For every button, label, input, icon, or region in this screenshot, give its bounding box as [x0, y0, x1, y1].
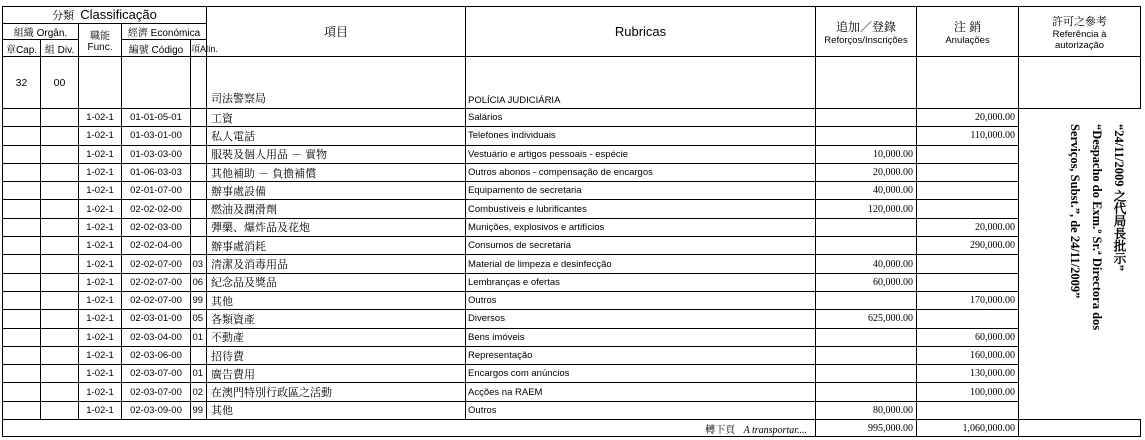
- transport-label: 轉下頁 A transportar....: [3, 420, 816, 437]
- row-alin: [191, 127, 207, 145]
- codigo-header: 編號 Código: [122, 40, 191, 57]
- row-rubrica-pt: Salários: [466, 109, 816, 127]
- authorization-line-3: Serviços, Subst.”, de 24/11/2009”: [1068, 124, 1082, 299]
- row-alin: 02: [191, 383, 207, 401]
- row-alin: 05: [191, 310, 207, 328]
- row-empty-cell: [41, 310, 79, 328]
- row-item-zh: 服裝及個人用品 － 實物: [207, 145, 466, 163]
- row-empty-cell: [3, 310, 41, 328]
- row-anulacao: 20,000.00: [917, 218, 1019, 236]
- row-alin: 06: [191, 273, 207, 291]
- func-header: 職能 Func.: [79, 24, 122, 57]
- row-empty-cell: [41, 401, 79, 419]
- row-rubrica-pt: Diversos: [466, 310, 816, 328]
- table-row: [3, 127, 1141, 145]
- authorization-cell: [1019, 57, 1141, 109]
- row-anulacao: [917, 182, 1019, 200]
- section-name-pt: POLÍCIA JUDICIÁRIA: [466, 57, 816, 109]
- classification-header: 分類 Classificação: [3, 7, 207, 24]
- row-func: 1-02-1: [79, 273, 122, 291]
- row-item-zh: 私人電話: [207, 127, 466, 145]
- row-empty-cell: [3, 200, 41, 218]
- row-func: 1-02-1: [79, 163, 122, 181]
- row-code: 02-03-06-00: [122, 346, 191, 364]
- row-empty-cell: [3, 163, 41, 181]
- row-item-zh: 其他: [207, 291, 466, 309]
- row-code: 02-02-04-00: [122, 237, 191, 255]
- table-row: [3, 310, 1141, 328]
- row-empty-cell: [3, 346, 41, 364]
- row-code: 02-03-09-00: [122, 401, 191, 419]
- row-empty-cell: [41, 127, 79, 145]
- row-anulacao: 290,000.00: [917, 237, 1019, 255]
- row-anulacao: [917, 200, 1019, 218]
- row-empty-cell: [41, 163, 79, 181]
- row-item-zh: 廣告費用: [207, 365, 466, 383]
- row-code: 02-02-07-00: [122, 273, 191, 291]
- row-empty-cell: [41, 383, 79, 401]
- row-func: 1-02-1: [79, 200, 122, 218]
- row-code: 02-03-04-00: [122, 328, 191, 346]
- row-func: 1-02-1: [79, 401, 122, 419]
- row-empty-cell: [3, 109, 41, 127]
- row-reforco: 60,000.00: [816, 273, 917, 291]
- row-func: 1-02-1: [79, 182, 122, 200]
- row-empty-cell: [41, 237, 79, 255]
- row-rubrica-pt: Acções na RAEM: [466, 383, 816, 401]
- orgao-header: 組織 Orgân.: [3, 24, 79, 40]
- row-alin: [191, 218, 207, 236]
- row-reforco: 40,000.00: [816, 182, 917, 200]
- row-reforco: [816, 127, 917, 145]
- anulacoes-header: 注 銷 Anulações: [917, 7, 1019, 57]
- row-anulacao: [917, 401, 1019, 419]
- row-alin: 01: [191, 365, 207, 383]
- row-alin: [191, 200, 207, 218]
- row-item-zh: 不動產: [207, 328, 466, 346]
- row-func: 1-02-1: [79, 127, 122, 145]
- authorization-line-2: “Despacho do Exm.º Sr.ª Directora dos: [1090, 124, 1104, 331]
- table-row: [3, 291, 1141, 309]
- rubricas-header: Rubricas: [466, 7, 816, 57]
- row-rubrica-pt: Outros: [466, 291, 816, 309]
- row-alin: [191, 346, 207, 364]
- row-anulacao: 160,000.00: [917, 346, 1019, 364]
- row-code: 02-02-03-00: [122, 218, 191, 236]
- row-empty-cell: [41, 273, 79, 291]
- row-rubrica-pt: Representação: [466, 346, 816, 364]
- row-item-zh: 紀念品及獎品: [207, 273, 466, 291]
- table-row: [3, 109, 1141, 127]
- row-anulacao: [917, 145, 1019, 163]
- row-item-zh: 招待費: [207, 346, 466, 364]
- row-item-zh: 彈藥、爆炸品及花炮: [207, 218, 466, 236]
- row-func: 1-02-1: [79, 237, 122, 255]
- table-row: [3, 365, 1141, 383]
- row-reforco: 20,000.00: [816, 163, 917, 181]
- table-row: [3, 346, 1141, 364]
- authorization-header: 許可之參考 Referência à autorização: [1019, 7, 1141, 57]
- row-func: 1-02-1: [79, 310, 122, 328]
- row-rubrica-pt: Combustíveis e lubrificantes: [466, 200, 816, 218]
- row-rubrica-pt: Bens imóveis: [466, 328, 816, 346]
- row-reforco: [816, 328, 917, 346]
- row-code: 01-01-05-01: [122, 109, 191, 127]
- row-reforco: 120,000.00: [816, 200, 917, 218]
- row-item-zh: 清潔及消毒用品: [207, 255, 466, 273]
- total-reforcos: 995,000.00: [816, 420, 917, 437]
- row-item-zh: 其他補助 － 負擔補償: [207, 163, 466, 181]
- row-func: 1-02-1: [79, 255, 122, 273]
- alin-header: 項Alín.: [191, 40, 207, 57]
- row-item-zh: 工資: [207, 109, 466, 127]
- row-empty-cell: [3, 273, 41, 291]
- table-row: [3, 182, 1141, 200]
- row-empty-cell: [3, 182, 41, 200]
- row-anulacao: [917, 310, 1019, 328]
- row-func: 1-02-1: [79, 346, 122, 364]
- row-code: 01-06-03-03: [122, 163, 191, 181]
- row-func: 1-02-1: [79, 328, 122, 346]
- row-empty-cell: [3, 255, 41, 273]
- row-reforco: [816, 346, 917, 364]
- row-alin: 99: [191, 291, 207, 309]
- row-rubrica-pt: Lembranças e ofertas: [466, 273, 816, 291]
- row-rubrica-pt: Munições, explosivos e artifícios: [466, 218, 816, 236]
- table-row: [3, 218, 1141, 236]
- row-code: 01-03-01-00: [122, 127, 191, 145]
- row-alin: [191, 163, 207, 181]
- authorization-note: [1050, 124, 1142, 374]
- row-anulacao: 130,000.00: [917, 365, 1019, 383]
- row-func: 1-02-1: [79, 383, 122, 401]
- economica-header: 經濟 Económica: [122, 24, 207, 40]
- row-rubrica-pt: Equipamento de secretaria: [466, 182, 816, 200]
- row-item-zh: 燃油及潤滑劑: [207, 200, 466, 218]
- row-reforco: [816, 109, 917, 127]
- row-reforco: 40,000.00: [816, 255, 917, 273]
- table-row: [3, 328, 1141, 346]
- row-empty-cell: [41, 109, 79, 127]
- row-empty-cell: [41, 145, 79, 163]
- row-reforco: [816, 237, 917, 255]
- row-func: 1-02-1: [79, 365, 122, 383]
- row-empty-cell: [41, 182, 79, 200]
- row-empty-cell: [3, 401, 41, 419]
- row-reforco: 10,000.00: [816, 145, 917, 163]
- row-alin: 01: [191, 328, 207, 346]
- row-empty-cell: [41, 365, 79, 383]
- row-func: 1-02-1: [79, 218, 122, 236]
- budget-table: [2, 6, 1141, 437]
- row-anulacao: [917, 255, 1019, 273]
- table-row: [3, 273, 1141, 291]
- row-alin: [191, 109, 207, 127]
- table-row: [3, 237, 1141, 255]
- row-reforco: [816, 365, 917, 383]
- row-anulacao: 170,000.00: [917, 291, 1019, 309]
- row-code: 01-03-03-00: [122, 145, 191, 163]
- row-item-zh: 在澳門特別行政區之活動: [207, 383, 466, 401]
- row-reforco: [816, 218, 917, 236]
- row-alin: 99: [191, 401, 207, 419]
- row-func: 1-02-1: [79, 291, 122, 309]
- row-code: 02-02-07-00: [122, 291, 191, 309]
- row-anulacao: 110,000.00: [917, 127, 1019, 145]
- table-row: [3, 200, 1141, 218]
- row-empty-cell: [3, 328, 41, 346]
- row-empty-cell: [3, 145, 41, 163]
- row-empty-cell: [3, 365, 41, 383]
- row-item-zh: 辦事處設備: [207, 182, 466, 200]
- section-cap: 32: [3, 57, 41, 109]
- row-empty-cell: [41, 200, 79, 218]
- row-reforco: [816, 291, 917, 309]
- row-anulacao: 20,000.00: [917, 109, 1019, 127]
- total-anulacoes: 1,060,000.00: [917, 420, 1019, 437]
- table-row: [3, 401, 1141, 419]
- row-empty-cell: [3, 237, 41, 255]
- row-empty-cell: [41, 346, 79, 364]
- row-rubrica-pt: Outros: [466, 401, 816, 419]
- row-rubrica-pt: Outros abonos - compensação de encargos: [466, 163, 816, 181]
- row-item-zh: 辦事處消耗: [207, 237, 466, 255]
- div-header: 組 Div.: [41, 40, 79, 57]
- table-row: [3, 163, 1141, 181]
- row-empty-cell: [41, 255, 79, 273]
- row-rubrica-pt: Consumos de secretaria: [466, 237, 816, 255]
- row-code: 02-03-07-00: [122, 365, 191, 383]
- table-row: [3, 145, 1141, 163]
- section-div: 00: [41, 57, 79, 109]
- row-rubrica-pt: Material de limpeza e desinfecção: [466, 255, 816, 273]
- row-item-zh: 各類資產: [207, 310, 466, 328]
- row-empty-cell: [3, 291, 41, 309]
- row-func: 1-02-1: [79, 109, 122, 127]
- row-code: 02-03-01-00: [122, 310, 191, 328]
- row-code: 02-03-07-00: [122, 383, 191, 401]
- row-empty-cell: [3, 127, 41, 145]
- table-row: [3, 255, 1141, 273]
- row-alin: 03: [191, 255, 207, 273]
- row-reforco: [816, 383, 917, 401]
- row-reforco: 80,000.00: [816, 401, 917, 419]
- table-row: [3, 383, 1141, 401]
- row-empty-cell: [3, 218, 41, 236]
- row-code: 02-01-07-00: [122, 182, 191, 200]
- row-anulacao: [917, 273, 1019, 291]
- row-empty-cell: [41, 291, 79, 309]
- row-empty-cell: [41, 328, 79, 346]
- row-rubrica-pt: Telefones individuais: [466, 127, 816, 145]
- row-alin: [191, 237, 207, 255]
- row-item-zh: 其他: [207, 401, 466, 419]
- row-empty-cell: [3, 383, 41, 401]
- section-name-zh: 司法警察局: [207, 57, 466, 109]
- row-anulacao: 60,000.00: [917, 328, 1019, 346]
- row-alin: [191, 182, 207, 200]
- row-reforco: 625,000.00: [816, 310, 917, 328]
- row-func: 1-02-1: [79, 145, 122, 163]
- row-code: 02-02-07-00: [122, 255, 191, 273]
- row-code: 02-02-02-00: [122, 200, 191, 218]
- row-alin: [191, 145, 207, 163]
- items-zh-header: 項目: [207, 7, 466, 57]
- row-anulacao: 100,000.00: [917, 383, 1019, 401]
- cap-header: 章Cap.: [3, 40, 41, 57]
- reforcos-header: 追加／登錄 Reforços/Inscrições: [816, 7, 917, 57]
- row-rubrica-pt: Encargos com anúncios: [466, 365, 816, 383]
- row-empty-cell: [41, 218, 79, 236]
- row-rubrica-pt: Vestuário e artigos pessoais - espécie: [466, 145, 816, 163]
- authorization-line-1: “24/11/2009 之代局長批示”: [1112, 124, 1126, 271]
- row-anulacao: [917, 163, 1019, 181]
